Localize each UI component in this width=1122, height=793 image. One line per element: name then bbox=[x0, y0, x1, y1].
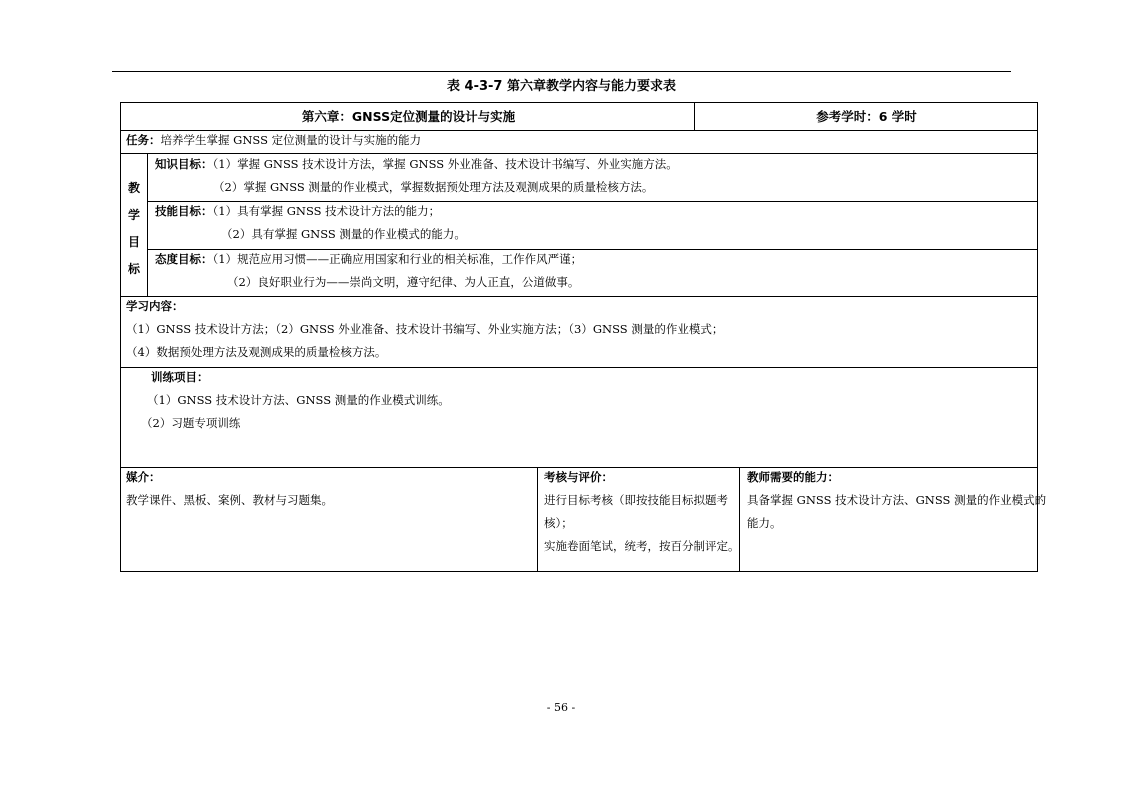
attitude-line-1 bbox=[155, 251, 582, 267]
side-char-1: 教 bbox=[127, 181, 140, 195]
side-char-2: 学 bbox=[127, 208, 140, 222]
row-divider-3 bbox=[121, 296, 1037, 297]
header-divider bbox=[694, 103, 695, 130]
media-text: 教学课件、黑板、案例、教材与习题集。 bbox=[126, 493, 333, 507]
knowledge-text-1: （1）掌握 GNSS 技术设计方法，掌握 GNSS 外业准备、技术设计书编写、外业实施方法。 bbox=[212, 157, 678, 171]
attitude-label: 态度目标： bbox=[155, 252, 213, 266]
teacher-line-1: 具备掌握 GNSS 技术设计方法、GNSS 测量的作业模式的 bbox=[747, 493, 1047, 507]
task-label: 任务： bbox=[126, 133, 161, 147]
table-caption: 表 4-3-7 第六章教学内容与能力要求表 bbox=[447, 79, 676, 94]
teacher-label: 教师需要的能力： bbox=[747, 470, 839, 484]
content-label: 学习内容： bbox=[126, 299, 184, 313]
task-row bbox=[126, 132, 421, 148]
skill-line-1 bbox=[155, 203, 440, 219]
chapter-title: 第六章：GNSS定位测量的设计与实施 bbox=[301, 109, 516, 124]
assessment-line-2: 核）； bbox=[544, 516, 573, 530]
attitude-line-2: （2）良好职业行为——崇尚文明，遵守纪律、为人正直，公道做事。 bbox=[227, 275, 580, 289]
media-label: 媒介： bbox=[126, 470, 161, 484]
skill-label: 技能目标： bbox=[155, 204, 213, 218]
training-line-2: （2）习题专项训练 bbox=[141, 416, 241, 430]
reference-hours: 参考学时：6 学时 bbox=[816, 109, 917, 124]
side-char-4: 标 bbox=[127, 262, 140, 276]
teacher-line-2: 能力。 bbox=[747, 516, 782, 530]
assessment-line-1: 进行目标考核（即按技能目标拟题考 bbox=[544, 493, 728, 507]
page-number: - 56 - bbox=[546, 701, 576, 714]
objectives-divider-1 bbox=[147, 201, 1037, 202]
top-rule bbox=[112, 71, 1011, 72]
content-line-2: （4）数据预处理方法及观测成果的质量检核方法。 bbox=[126, 345, 387, 359]
content-line-1: （1）GNSS 技术设计方法；（2）GNSS 外业准备、技术设计书编写、外业实施方法；（3）GNSS 测量的作业模式； bbox=[126, 322, 724, 336]
objectives-side-divider bbox=[147, 153, 148, 296]
task-text: 培养学生掌握 GNSS 定位测量的设计与实施的能力 bbox=[160, 133, 422, 147]
training-label: 训练项目： bbox=[151, 370, 209, 384]
assessment-line-3: 实施卷面笔试，统考，按百分制评定。 bbox=[544, 539, 740, 553]
bottom-divider-1 bbox=[537, 467, 538, 571]
skill-text-1: （1）具有掌握 GNSS 技术设计方法的能力； bbox=[212, 204, 441, 218]
row-divider-5 bbox=[121, 467, 1037, 468]
row-divider-1 bbox=[121, 130, 1037, 131]
objectives-side-label bbox=[121, 175, 147, 283]
row-divider-4 bbox=[121, 367, 1037, 368]
bottom-divider-2 bbox=[739, 467, 740, 571]
knowledge-line-1 bbox=[155, 156, 678, 172]
chapter-table bbox=[120, 102, 1047, 572]
knowledge-line-2: （2）掌握 GNSS 测量的作业模式，掌握数据预处理方法及观测成果的质量检核方法。 bbox=[213, 180, 654, 194]
side-char-3: 目 bbox=[127, 235, 140, 249]
training-line-1: （1）GNSS 技术设计方法、GNSS 测量的作业模式训练。 bbox=[147, 393, 450, 407]
knowledge-label: 知识目标： bbox=[155, 157, 213, 171]
attitude-text-1: （1）规范应用习惯——正确应用国家和行业的相关标准，工作作风严谨； bbox=[212, 252, 583, 266]
assessment-label: 考核与评价： bbox=[544, 470, 613, 484]
skill-line-2: （2）具有掌握 GNSS 测量的作业模式的能力。 bbox=[221, 227, 466, 241]
objectives-divider-2 bbox=[147, 249, 1037, 250]
row-divider-2 bbox=[121, 153, 1037, 154]
